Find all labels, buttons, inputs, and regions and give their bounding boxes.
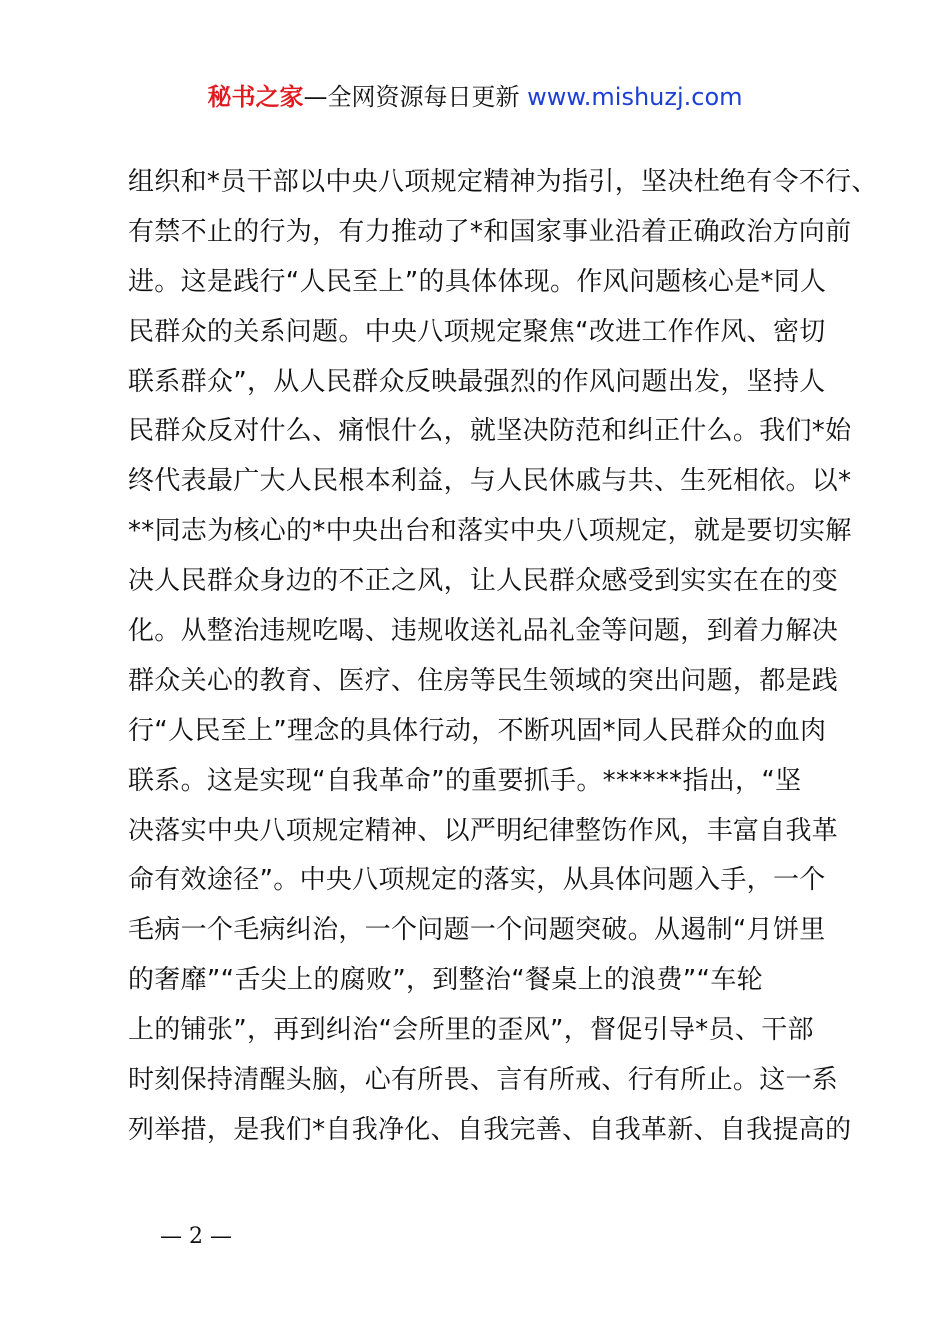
body-line: 群众关心的教育、医疗、住房等民生领域的突出问题，都是践 [128,665,839,696]
header-tagline: —全网资源每日更新 [303,83,528,111]
body-line: 决人民群众身边的不正之风，让人民群众感受到实实在在的变 [128,566,839,597]
body-line: 联系群众”，从人民群众反映最强烈的作风问题出发，坚持人 [128,366,826,397]
site-url-link[interactable]: www.mishuzj.com [527,83,743,111]
body-line: 列举措，是我们*自我净化、自我完善、自我革新、自我提高的 [128,1114,852,1145]
body-line: 命有效途径”。中央八项规定的落实，从具体问题入手，一个 [128,865,826,896]
body-line: 上的铺张”，再到纠治“会所里的歪风”，督促引导*员、干部 [128,1015,814,1046]
body-line: 决落实中央八项规定精神、以严明纪律整饬作风，丰富自我革 [128,815,839,846]
body-line: 行“人民至上”理念的具体行动，不断巩固*同人民群众的血肉 [128,715,827,746]
body-line: 民群众反对什么、痛恨什么，就坚决防范和纠正什么。我们*始 [128,416,852,447]
body-line: 的奢靡”“舌尖上的腐败”，到整治“餐桌上的浪费”“车轮 [128,965,763,996]
body-line: 终代表最广大人民根本利益，与人民休戚与共、生死相依。以* [128,466,852,497]
brand-name: 秘书之家 [207,83,304,111]
page-header [0,80,950,114]
document-body [128,158,878,1156]
body-line: 有禁不止的行为，有力推动了*和国家事业沿着正确政治方向前 [128,216,852,247]
body-line: 联系。这是实现“自我革命”的重要抓手。******指出，“坚 [128,765,802,796]
body-line: 化。从整治违规吃喝、违规收送礼品礼金等问题，到着力解决 [128,616,839,647]
body-line: **同志为核心的*中央出台和落实中央八项规定，就是要切实解 [128,516,852,547]
body-line: 时刻保持清醒头脑，心有所畏、言有所戒、行有所止。这一系 [128,1065,839,1096]
page-number: — 2 — [160,1224,232,1249]
body-line: 进。这是践行“人民至上”的具体体现。作风问题核心是*同人 [128,266,827,297]
body-line: 毛病一个毛病纠治，一个问题一个问题突破。从遏制“月饼里 [128,915,826,946]
body-line: 组织和*员干部以中央八项规定精神为指引，坚决杜绝有令不行、 [128,167,878,197]
body-line: 民群众的关系问题。中央八项规定聚焦“改进工作作风、密切 [128,316,826,347]
